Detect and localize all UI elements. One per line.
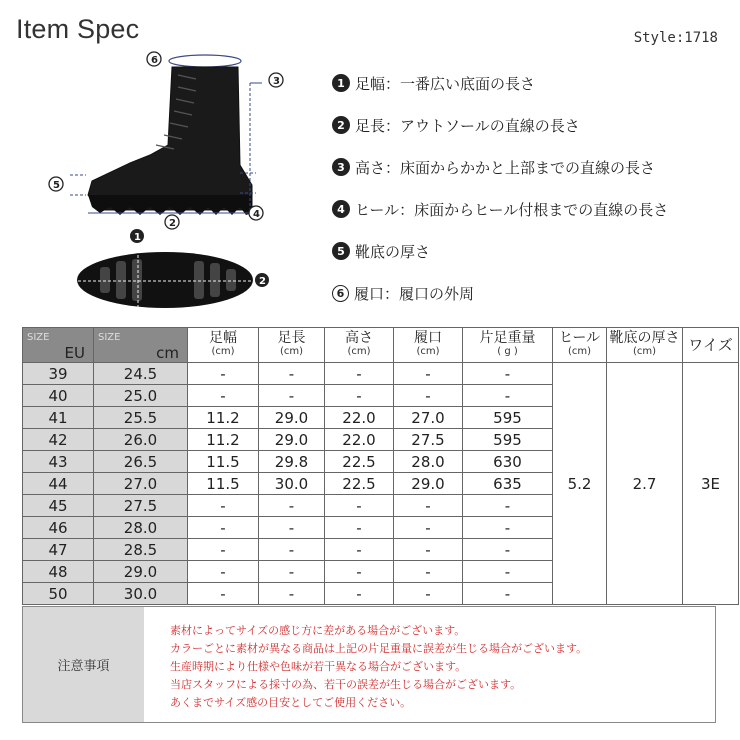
col-header-height: 高さ (cm): [325, 328, 394, 363]
length-cell: 29.0: [259, 407, 325, 429]
height-cell: -: [325, 363, 394, 385]
number-badge-icon: 4: [332, 200, 350, 218]
spec-text: 靴底の厚さ: [355, 242, 431, 261]
height-cell: -: [325, 583, 394, 605]
cm-cell: 28.5: [94, 539, 188, 561]
spec-list: [332, 62, 732, 314]
eu-cell: 46: [23, 517, 94, 539]
length-cell: -: [259, 517, 325, 539]
number-badge-icon: 1: [332, 74, 350, 92]
spec-text: 足長：アウトソールの直線の長さ: [355, 116, 580, 135]
col-header-length: 足長 (cm): [259, 328, 325, 363]
opening-cell: -: [394, 583, 463, 605]
spec-item: [332, 146, 732, 188]
width-cell: 11.2: [188, 407, 259, 429]
note-line: あくまでサイズ感の目安としてご使用ください。: [170, 696, 412, 709]
cm-cell: 28.0: [94, 517, 188, 539]
spec-item: [332, 188, 732, 230]
cm-cell: 26.5: [94, 451, 188, 473]
svg-text:4: 4: [253, 209, 260, 220]
width-cell: -: [188, 363, 259, 385]
svg-text:2: 2: [169, 218, 176, 229]
length-cell: -: [259, 539, 325, 561]
length-cell: 30.0: [259, 473, 325, 495]
boot-illustration: [0, 45, 300, 315]
svg-text:6: 6: [151, 55, 158, 66]
col-header-sole: 靴底の厚さ (cm): [607, 328, 683, 363]
weight-cell: 595: [463, 407, 553, 429]
opening-arrow: [169, 55, 241, 67]
notes-box: [22, 606, 716, 723]
cm-cell: 25.5: [94, 407, 188, 429]
opening-cell: 27.0: [394, 407, 463, 429]
eu-cell: 43: [23, 451, 94, 473]
number-badge-icon: 6: [332, 285, 349, 302]
width-cell: 11.5: [188, 473, 259, 495]
spec-text: ヒール：床面からヒール付根までの直線の長さ: [355, 200, 669, 219]
weight-cell: -: [463, 495, 553, 517]
width-cell: 11.2: [188, 429, 259, 451]
col-header-opening: 履口 (cm): [394, 328, 463, 363]
number-badge-icon: 2: [332, 116, 350, 134]
style-code: Style:1718: [633, 30, 718, 46]
height-cell: -: [325, 561, 394, 583]
col-header-weight: 片足重量 ( g ): [463, 328, 553, 363]
number-badge-icon: 3: [332, 158, 350, 176]
opening-cell: -: [394, 495, 463, 517]
width-cell: -: [188, 517, 259, 539]
svg-text:5: 5: [53, 180, 60, 191]
weight-cell: 595: [463, 429, 553, 451]
weight-cell: -: [463, 539, 553, 561]
cm-cell: 24.5: [94, 363, 188, 385]
spec-item: [332, 62, 732, 104]
col-header-heel: ヒール (cm): [553, 328, 607, 363]
weight-cell: -: [463, 583, 553, 605]
cm-cell: 27.5: [94, 495, 188, 517]
svg-text:2: 2: [259, 276, 266, 287]
length-cell: -: [259, 495, 325, 517]
eu-cell: 48: [23, 561, 94, 583]
opening-cell: 27.5: [394, 429, 463, 451]
eu-cell: 45: [23, 495, 94, 517]
sole-cell: 2.7: [607, 363, 683, 605]
notes-body: [144, 607, 587, 722]
cm-cell: 25.0: [94, 385, 188, 407]
size-table: [22, 327, 739, 605]
weight-cell: -: [463, 561, 553, 583]
svg-text:1: 1: [134, 232, 141, 243]
note-line: 素材によってサイズの感じ方に差がある場合がございます。: [170, 624, 466, 637]
opening-cell: -: [394, 385, 463, 407]
svg-text:3: 3: [273, 76, 280, 87]
note-line: 当店スタッフによる採寸の為、若干の誤差が生じる場合がございます。: [170, 678, 522, 691]
length-cell: 29.0: [259, 429, 325, 451]
wise-cell: 3E: [683, 363, 739, 605]
boot-drawing: [0, 45, 300, 315]
page-title: Item Spec: [16, 14, 140, 44]
eu-cell: 40: [23, 385, 94, 407]
spec-text: 高さ：床面からかかと上部までの直線の長さ: [355, 158, 656, 177]
spec-item: [332, 230, 732, 272]
heel-cell: 5.2: [553, 363, 607, 605]
height-cell: 22.5: [325, 451, 394, 473]
eu-cell: 42: [23, 429, 94, 451]
weight-cell: -: [463, 385, 553, 407]
boot-sole: [88, 195, 252, 215]
spec-text: 履口：履口の外周: [354, 284, 475, 303]
length-cell: -: [259, 561, 325, 583]
height-cell: -: [325, 539, 394, 561]
opening-cell: 28.0: [394, 451, 463, 473]
weight-cell: 635: [463, 473, 553, 495]
spec-text: 足幅：一番広い底面の長さ: [355, 74, 536, 93]
length-cell: -: [259, 385, 325, 407]
cm-cell: 26.0: [94, 429, 188, 451]
spec-item: [332, 272, 732, 314]
table-header-row: [23, 328, 739, 363]
number-badge-icon: 5: [332, 242, 350, 260]
width-cell: -: [188, 539, 259, 561]
width-cell: -: [188, 583, 259, 605]
length-cell: 29.8: [259, 451, 325, 473]
cm-cell: 29.0: [94, 561, 188, 583]
eu-cell: 41: [23, 407, 94, 429]
boot-side-shape: [88, 67, 252, 210]
height-cell: 22.0: [325, 407, 394, 429]
height-cell: 22.5: [325, 473, 394, 495]
opening-cell: -: [394, 561, 463, 583]
col-header-wise: ワイズ: [683, 328, 739, 363]
opening-cell: 29.0: [394, 473, 463, 495]
opening-cell: -: [394, 517, 463, 539]
height-cell: -: [325, 495, 394, 517]
cm-cell: 27.0: [94, 473, 188, 495]
weight-cell: -: [463, 517, 553, 539]
width-cell: 11.5: [188, 451, 259, 473]
height-cell: -: [325, 385, 394, 407]
opening-cell: -: [394, 363, 463, 385]
length-cell: -: [259, 583, 325, 605]
eu-cell: 50: [23, 583, 94, 605]
eu-cell: 39: [23, 363, 94, 385]
opening-cell: -: [394, 539, 463, 561]
spec-item: [332, 104, 732, 146]
height-cell: -: [325, 517, 394, 539]
table-row: [23, 363, 739, 385]
width-cell: -: [188, 561, 259, 583]
eu-cell: 44: [23, 473, 94, 495]
eu-size-header: SIZE EU: [23, 328, 94, 363]
weight-cell: 630: [463, 451, 553, 473]
width-cell: -: [188, 495, 259, 517]
note-line: 生産時期により仕様や色味が若干異なる場合がございます。: [170, 660, 467, 673]
notes-label: 注意事項: [23, 607, 144, 722]
eu-cell: 47: [23, 539, 94, 561]
note-line: カラーごとに素材が異なる商品は上記の片足重量に誤差が生じる場合がございます。: [170, 642, 588, 655]
width-cell: -: [188, 385, 259, 407]
height-cell: 22.0: [325, 429, 394, 451]
cm-size-header: SIZE cm: [94, 328, 188, 363]
col-header-width: 足幅 (cm): [188, 328, 259, 363]
cm-cell: 30.0: [94, 583, 188, 605]
weight-cell: -: [463, 363, 553, 385]
length-cell: -: [259, 363, 325, 385]
